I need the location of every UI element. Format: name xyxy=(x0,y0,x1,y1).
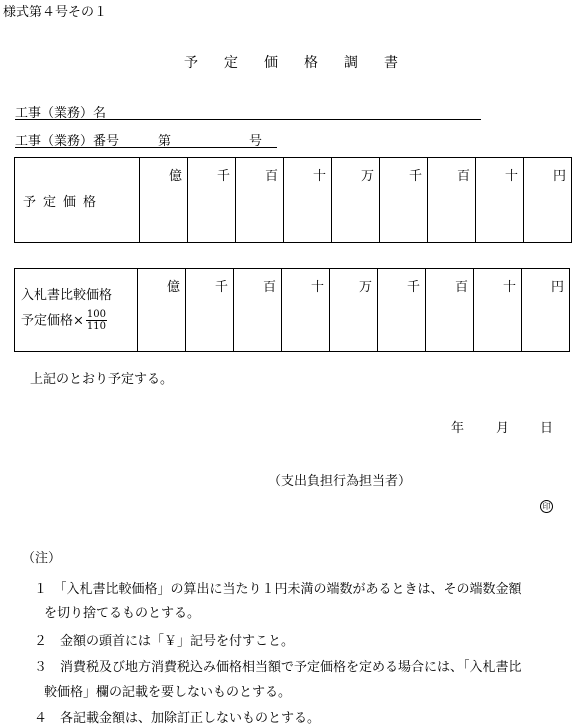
digit-cell[interactable] xyxy=(236,158,284,243)
note-3-line1: ３ 消費税及び地方消費税込み価格相当額で予定価格を定める場合には、「入札書比 xyxy=(34,660,522,675)
digit-header: 十 xyxy=(310,280,324,295)
digit-header: 十 xyxy=(502,280,516,295)
digit-cell[interactable] xyxy=(378,269,426,352)
page-title: 予定価格調書 xyxy=(184,55,424,71)
bid-comparison-label xyxy=(15,269,138,352)
digit-header: 千 xyxy=(406,280,420,295)
officer-title: （支出負担行為担当者） xyxy=(268,474,412,489)
project-name-underline xyxy=(15,119,481,120)
fraction-denominator: 110 xyxy=(86,321,106,333)
digit-cell[interactable] xyxy=(476,158,524,243)
digit-cell[interactable] xyxy=(140,158,188,243)
project-number-suffix: 号 xyxy=(249,134,263,149)
digit-cell[interactable] xyxy=(234,269,282,352)
statement-text: 上記のとおり予定する。 xyxy=(30,372,174,387)
digit-cell[interactable] xyxy=(426,269,474,352)
digit-header: 百 xyxy=(262,280,276,295)
digit-cell[interactable] xyxy=(522,269,570,352)
digit-header: 円 xyxy=(552,169,566,184)
digit-header: 万 xyxy=(360,169,374,184)
digit-header: 百 xyxy=(454,280,468,295)
digit-cell[interactable] xyxy=(284,158,332,243)
note-1-line2: を切り捨てるものとする。 xyxy=(44,606,201,621)
date-day: 日 xyxy=(540,421,554,436)
fraction xyxy=(86,309,107,333)
digit-header: 万 xyxy=(358,280,372,295)
notes-heading: （注） xyxy=(22,551,62,566)
date-year: 年 xyxy=(451,421,465,436)
planned-price-label: 予定価格 xyxy=(15,158,140,243)
digit-header: 千 xyxy=(214,280,228,295)
digit-cell[interactable] xyxy=(138,269,186,352)
digit-header: 百 xyxy=(456,169,470,184)
note-1-line1: １ 「入札書比較価格」の算出に当たり１円未満の端数があるときは、その端数金額 xyxy=(34,582,522,597)
note-4: ４ 各記載金額は、加除訂正しないものとする。 xyxy=(34,711,321,726)
seal-mark: 印 xyxy=(540,500,553,513)
bid-comparison-label-line2 xyxy=(21,309,137,333)
digit-cell[interactable] xyxy=(330,269,378,352)
form-number: 様式第４号その１ xyxy=(3,5,108,20)
digit-cell[interactable] xyxy=(332,158,380,243)
digit-header: 十 xyxy=(504,169,518,184)
digit-cell[interactable] xyxy=(380,158,428,243)
digit-header: 億 xyxy=(166,280,180,295)
note-2: ２ 金額の頭首には「￥」記号を付すこと。 xyxy=(34,634,295,649)
project-name-label: 工事（業務）名 xyxy=(15,106,107,121)
digit-header: 億 xyxy=(168,169,182,184)
planned-price-table xyxy=(14,157,572,243)
digit-cell[interactable] xyxy=(186,269,234,352)
digit-cell[interactable] xyxy=(524,158,572,243)
bid-comparison-table xyxy=(14,268,570,352)
date-month: 月 xyxy=(496,421,510,436)
project-number-label: 工事（業務）番号 xyxy=(15,134,120,149)
digit-header: 千 xyxy=(216,169,230,184)
digit-header: 百 xyxy=(264,169,278,184)
digit-cell[interactable] xyxy=(474,269,522,352)
project-number-prefix: 第 xyxy=(158,134,172,149)
project-number-underline xyxy=(15,147,277,148)
digit-header: 千 xyxy=(408,169,422,184)
digit-cell[interactable] xyxy=(282,269,330,352)
digit-header: 円 xyxy=(550,280,564,295)
bid-comparison-label-line1: 入札書比較価格 xyxy=(21,288,113,304)
digit-cell[interactable] xyxy=(428,158,476,243)
note-3-line2: 較価格」欄の記載を要しないものとする。 xyxy=(44,685,292,700)
fraction-numerator: 100 xyxy=(86,308,106,320)
digit-cell[interactable] xyxy=(188,158,236,243)
formula-text: 予定価格× xyxy=(21,313,84,329)
digit-header: 十 xyxy=(312,169,326,184)
